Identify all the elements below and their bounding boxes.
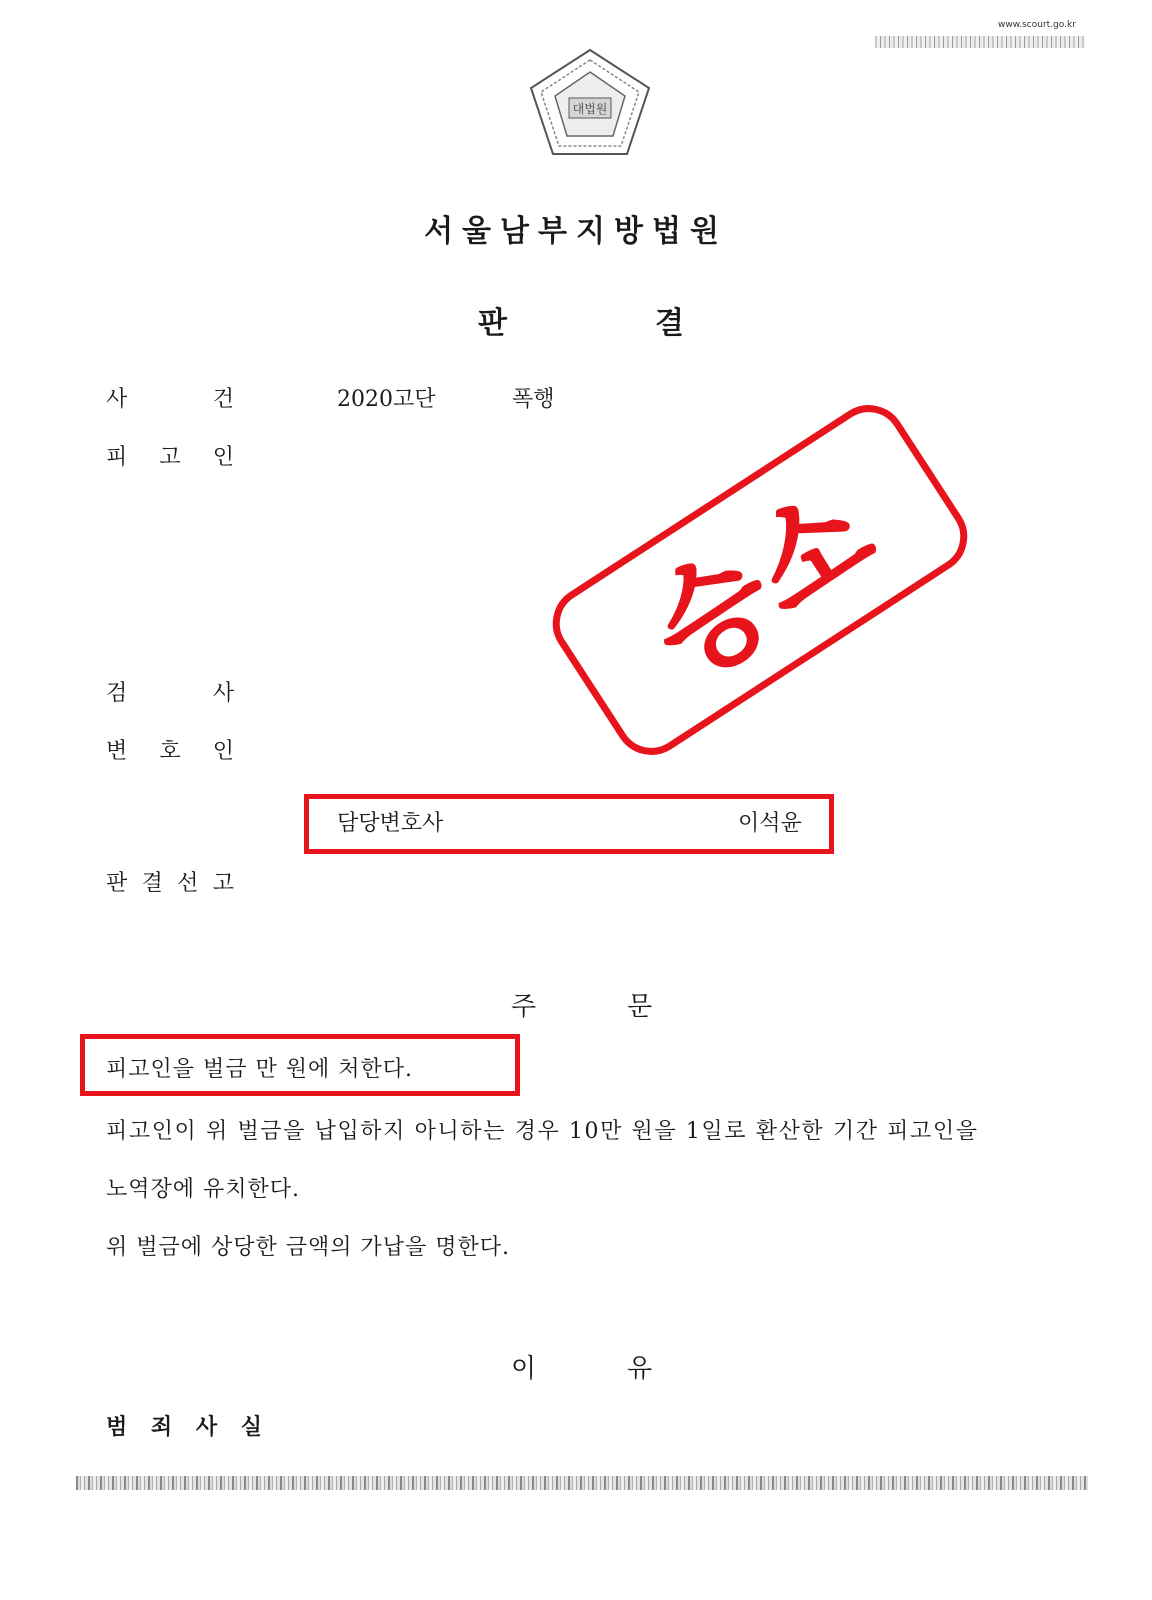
order-line-workhouse: 피고인이 위 벌금을 납입하지 아니하는 경우 10만 원을 1일로 환산한 기간 피고인을 xyxy=(106,1119,979,1144)
case-number: 2020고단 xyxy=(337,387,436,412)
defense-counsel-label xyxy=(106,734,234,765)
label-char: 변 xyxy=(106,739,128,764)
order-line-workhouse-cont: 노역장에 유치한다. xyxy=(106,1177,301,1202)
reasons-heading-part-2: 유 xyxy=(627,1354,653,1384)
prosecutor-label xyxy=(106,676,234,707)
verdict-date-label xyxy=(106,866,234,897)
label-char: 결 xyxy=(141,871,163,896)
document-title-part-2: 결 xyxy=(655,306,684,341)
case-name: 폭행 xyxy=(512,387,555,412)
reasons-heading-part-1: 이 xyxy=(511,1354,537,1384)
label-char: 호 xyxy=(159,739,181,764)
label-char: 선 xyxy=(177,871,199,896)
defendant-label xyxy=(106,440,234,471)
scan-artifact-bottom xyxy=(76,1476,1088,1490)
label-char: 건 xyxy=(212,387,234,412)
label-char: 인 xyxy=(212,739,234,764)
label-char: 사 xyxy=(106,387,128,412)
order-line-provisional-payment: 위 벌금에 상당한 금액의 가납을 명한다. xyxy=(106,1235,510,1260)
stamp-text: 승소 xyxy=(627,462,898,706)
label-char: 사 xyxy=(212,681,234,706)
order-line-fine: 피고인을 벌금 만 원에 처한다. xyxy=(106,1057,413,1082)
court-seal-icon xyxy=(525,46,655,160)
court-seal-text: 대법원 xyxy=(572,102,608,116)
case-label xyxy=(106,382,234,413)
attorney-role: 담당변호사 xyxy=(337,811,444,836)
label-char: 피 xyxy=(106,445,128,470)
attorney-name: 이석윤 xyxy=(738,811,802,836)
label-char: 판 xyxy=(106,871,128,896)
document-title-part-1: 판 xyxy=(478,306,507,341)
label-char: 고 xyxy=(159,445,181,470)
label-char: 인 xyxy=(212,445,234,470)
label-char: 고 xyxy=(212,871,234,896)
order-heading-part-2: 문 xyxy=(627,992,653,1022)
order-heading-part-1: 주 xyxy=(511,992,537,1022)
website-url: www.scourt.go.kr xyxy=(998,20,1076,30)
crime-facts-label: 범 죄 사 실 xyxy=(106,1415,270,1440)
court-name: 서울남부지방법원 xyxy=(424,214,728,249)
label-char: 검 xyxy=(106,681,128,706)
scan-artifact-top xyxy=(875,36,1085,48)
victory-stamp xyxy=(520,380,1000,780)
